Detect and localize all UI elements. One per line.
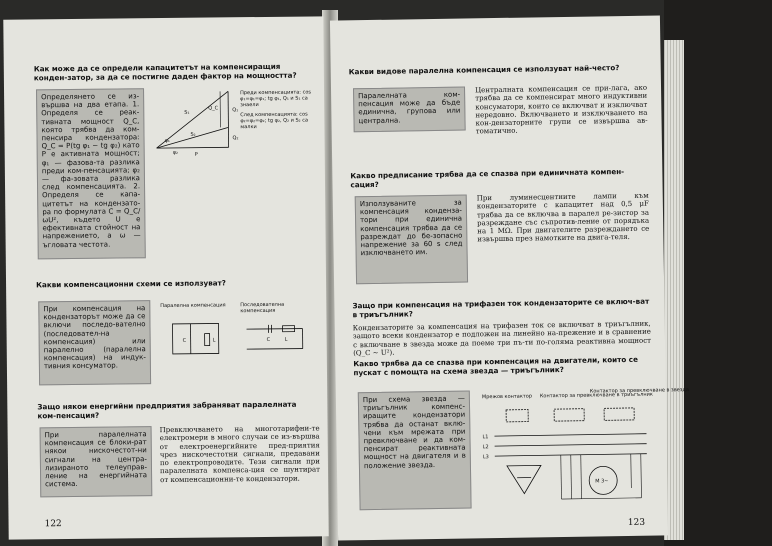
diagram-label: φ₁ [164,137,170,145]
diagram-caption: Преди компенсацията: cos φ₁=φ₁=φ₁; tg φ₁, Q₁ и S₁ са знаели [240,89,312,108]
circuit-label: Контактор за превключване в триъгълник [539,391,653,400]
diagram-label: Q₂ [232,135,239,142]
circuit-label: C [266,336,271,343]
diagram-caption: След компенсацията: cos φ₂=φ₂=φ₂; tg φ₂, Q₂ и S₂ са малки [240,111,309,130]
circuit-label: C [182,337,187,344]
compensation-schemes-diagram [162,318,312,360]
diagram-label: φ₂ [172,149,179,156]
answer-box: Определянето се из-вършва на два етапа. 1. Определя се реак-тивната мощност Q_C, която трябва да ком-пенсира кондензатора: Q_C = P(tg φ₁ − tg φ₂) като P е активната мощност; φ₁ — фазова-та разлика преди ком-пенсацията; φ₂ — фа-зовата разлика след компенсацията. 2. Определя се капа-цитетът на кондензато-ра по формулата C = Q_C/ωU², където U е ефективната стойност на напрежението, а ω — ъгловата честота. [36,88,146,259]
circuit-label: L3 [482,454,489,461]
star-delta-circuit-diagram [480,387,689,509]
question-heading: Какво предписание трябва да се спазва при единичната компен-сация? [350,167,625,189]
page-number: 123 [627,517,646,529]
circuit-label: Мрежов контактор [481,393,533,401]
body-paragraph: Превключването на многотарифни-те електромери в много случаи се из-вършва от електроенергийните пред-приятия чрез нискочестотни сигнали, предавани по електропроводите. Тези сигнали при паралелната компенса-ция се шунтират от компенсационни-те кондензатори. [159,424,321,484]
page-number: 122 [44,519,62,530]
answer-box: При компенсация на кондензаторът може да се включи последо-вателно (последовател-на компенсация) или паралелно (паралелна компенсация) на индук-тивния консуматор. [38,300,151,385]
question-heading: Как може да се определи капацитетът на компенсиращия конден-затор, за да се постигне даден фактор на мощността? [33,61,297,82]
diagram-label: Q₁ [232,107,239,114]
left-page [3,16,328,539]
circuit-label: L2 [482,444,489,451]
diagram-label: S₂ [190,131,196,138]
question-heading: Какво трябва да се спазва при компенсация на двигатели, които се пускат с помощта на схема звезда — триъгълник? [353,354,638,377]
right-page [330,15,689,540]
diagram-caption: Паралелна компенсация [160,302,226,310]
question-heading: Какви компенсационни схеми се използуват? [36,278,226,290]
circuit-label: L [284,336,288,343]
question-heading: Какви видове паралелна компенсация се използуват най-често? [348,63,620,77]
diagram-caption: Последователна компенсация [240,301,285,315]
diagram-label: Q_C [208,105,219,112]
motor-label: M 3~ [595,478,609,485]
question-heading: Защо при компенсация на трифазен ток кондензаторите се включ-ват в триъгълник? [352,296,650,319]
answer-box: Използуваните за компенсация кондензa-тори при единична компенсация трябва да се разреждат до бе-зопасно напрежение за 60 s след изключването им. [355,194,468,284]
diagram-label: P [194,151,198,158]
body-paragraph: Централната компенсация се при-лага, ако трябва да се компенсират много индуктивни консуматори, които се включват и изключват нередовно. Включването и изключването на кон-дензаторните групи се извършва ав-томатично. [474,83,648,136]
answer-box: При схема звезда — триъгълник компенс-иращите кондензатори трябва да останат вклю-чени към мрежата при превключване и да ком-пенсират реактивната мощност на двигателя и в положение звезда. [358,390,472,510]
answer-box: При паралелната компенсация се блоки-рат някои нискочестот-ни сигнали на центра-лизираното телеуправ-ление на енергийната система. [40,426,153,497]
circuit-label: Контактор за превключване в звезда [589,387,689,395]
page-edges [664,0,772,546]
circuit-label: L [212,337,216,344]
circuit-label: L1 [482,434,489,441]
body-paragraph: При луминесцентните лампи към кондензаторите с капацитет над 0,5 μF трябва да се включва в паралел ре-зистор за разреждане със съпротив-ление от порядъка на 1 MΩ. При двигателите разреждането се извършва през намотките на двига-теля. [476,191,650,244]
body-paragraph: Кондензаторите за компенсация на трифазен ток се включват в триъгълник, защото всеки кондензатор е подложен на линейно на-прежение и в сравнение с включване в звезда може да поеме три пъ-ти по-голяма реактивна мощност (Q_C ~ U²). [352,319,652,358]
diagram-label: S₁ [184,109,190,116]
question-heading: Защо някои енергийни предприятия забраняват паралелната ком-пенсация? [37,399,297,420]
answer-box: Паралелната ком-пенсация може да бъде единична, групова или централна. [353,87,466,133]
